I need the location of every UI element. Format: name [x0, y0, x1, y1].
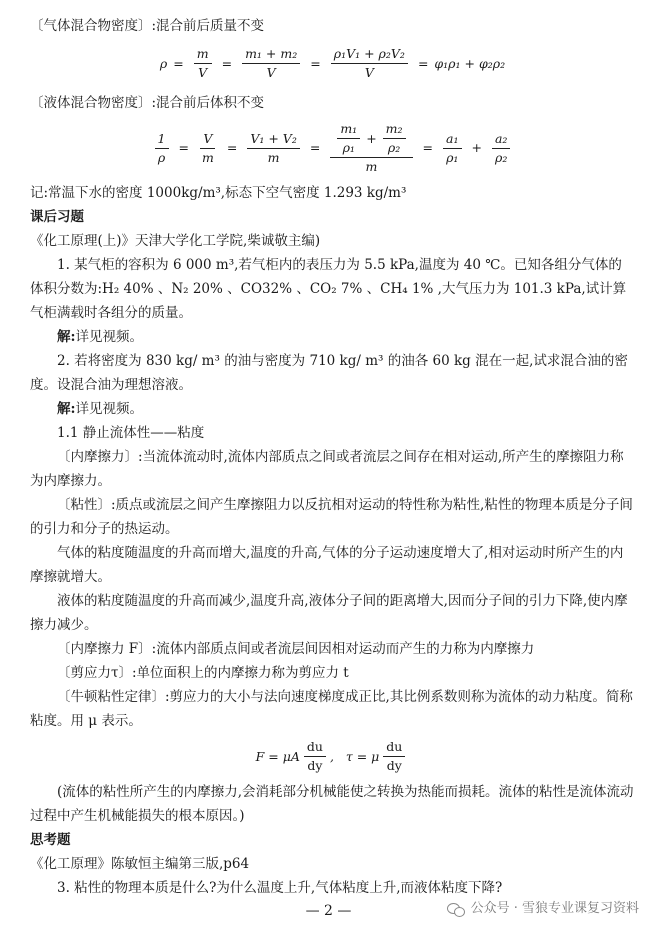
fraction-msum-over-v: [242, 46, 300, 81]
denominator: m: [365, 159, 378, 174]
energy-loss-paragraph: (流体的粘性所产生的内摩擦力,会消耗部分机械能使之转换为热能而损耗。流体的粘性是流体流动过程中产生机械能损失的根本原因。): [30, 784, 634, 824]
newton-law-definition: 〔牛顿粘性定律〕:剪应力的大小与法向速度梯度成正比,其比例系数则称为流体的动力粘度。简称粘度。用 μ 表示。: [30, 689, 633, 729]
section-heading-1-1: 1.1 静止流体性——粘度: [57, 425, 205, 441]
internal-friction-f-definition: 〔内摩擦力 F〕:流体内部质点间或者流层间因相对运动而产生的力称为内摩擦力: [57, 641, 535, 657]
fraction-du-dy-2: [383, 739, 405, 774]
numerator: ρ₁V₁ + ρ₂V₂: [331, 46, 408, 64]
fraction-vsum-over-m: [247, 131, 300, 166]
equals: =: [310, 55, 321, 71]
textbook-reference-1: 《化工原理(上)》天津大学化工学院,柴诚敬主编): [30, 233, 321, 249]
plus: +: [471, 140, 482, 155]
fraction-compound: [330, 121, 412, 175]
answer-1: [30, 325, 635, 349]
gas-viscosity-paragraph: 气体的粘度随温度的升高而增大,温度的升高,气体的分子运动速度增大了,相对运动时所产生的内摩擦就增大。: [30, 545, 624, 585]
fraction-m-over-v: [194, 46, 212, 81]
answer-label: 解:: [57, 329, 76, 345]
denominator: V: [266, 65, 276, 80]
fraction-one-over-rho: [155, 131, 169, 166]
answer-2: [30, 397, 635, 421]
fraction-a2-over-rho2: [492, 131, 510, 166]
fraction-m1-over-rho1: [337, 121, 360, 156]
compound-numerator: [330, 121, 412, 158]
denominator: dy: [307, 758, 323, 773]
liquid-mixture-label: 〔液体混合物密度〕:混合前后体积不变: [30, 95, 265, 111]
denominator: V: [198, 65, 208, 80]
watermark: [447, 897, 639, 921]
fraction-rvsum-over-v: [331, 46, 408, 81]
newton-law-formula: [30, 739, 635, 774]
denominator: ρ₂: [495, 149, 508, 165]
numerator: 1: [155, 131, 169, 149]
internal-friction-definition: 〔内摩擦力〕:当流体流动时,流体内部质点之间或者流层之间存在相对运动,所产生的摩擦阻力称为内摩擦力。: [30, 449, 624, 489]
numerator: du: [304, 739, 326, 757]
denominator: m: [267, 149, 280, 165]
fraction-m2-over-rho2: [383, 121, 406, 156]
numerator: a₂: [492, 131, 510, 149]
equals: =: [309, 140, 321, 155]
liquid-density-formula: [30, 121, 635, 175]
equals: =: [422, 140, 434, 155]
formula-mid: , τ = μ: [329, 748, 380, 764]
denominator: m: [201, 149, 214, 165]
textbook-reference-2: 《化工原理》陈敏恒主编第三版,p64: [30, 856, 250, 872]
numerator: m: [194, 46, 212, 64]
numerator: m₂: [383, 121, 406, 139]
viscosity-definition: 〔粘性〕:质点或流层之间产生摩擦阻力以反抗相对运动的特性称为粘性,粘性的物理本质是分子间的引力和分子的热运动。: [30, 497, 633, 537]
fraction-v-over-m: [199, 131, 217, 166]
gas-mixture-label: 〔气体混合物密度〕:混合前后质量不变: [30, 18, 265, 34]
numerator: m₁: [337, 121, 360, 139]
watermark-text: 公众号 · 雪狼专业课复习资料: [470, 901, 639, 916]
answer-text: 详见视频。: [75, 329, 143, 345]
numerator: a₁: [443, 131, 461, 149]
question-3: 3. 粘性的物理本质是什么?为什么温度上升,气体粘度上升,而液体粘度下降?: [57, 880, 503, 896]
question-2: 2. 若将密度为 830 kg/ m³ 的油与密度为 710 kg/ m³ 的油各 60 kg 混在一起,试求混合油的密度。设混合油为理想溶液。: [30, 353, 628, 393]
equals: =: [178, 140, 189, 155]
numerator: du: [383, 739, 405, 757]
answer-text: 详见视频。: [75, 401, 143, 417]
thinking-heading: 思考题: [30, 832, 71, 848]
equals: =: [173, 55, 184, 71]
denominator: V: [364, 65, 374, 80]
denominator: ρ₁: [446, 149, 459, 165]
denominator: dy: [386, 758, 402, 773]
shear-stress-definition: 〔剪应力τ〕:单位面积上的内摩擦力称为剪应力 t: [57, 665, 349, 681]
equals: =: [417, 55, 429, 71]
liquid-viscosity-paragraph: 液体的粘度随温度的升高而减少,温度升高,液体分子间的距离增大,因而分子间的引力下降,使内摩擦力减少。: [30, 593, 628, 633]
denominator: ρ₁: [342, 140, 355, 155]
equals: =: [226, 140, 238, 155]
exercises-heading: 课后习题: [30, 209, 84, 225]
phi-sum: φ₁ρ₁ + φ₂ρ₂: [434, 55, 506, 71]
formula-lhs: F = μA: [255, 748, 300, 764]
wechat-icon: [447, 902, 465, 916]
fraction-du-dy: [304, 739, 326, 774]
density-note: 记:常温下水的密度 1000kg/m³,标态下空气密度 1.293 kg/m³: [30, 185, 407, 201]
fraction-a1-over-rho1: [443, 131, 461, 166]
answer-label: 解:: [57, 401, 76, 417]
page-number: — 2 —: [305, 903, 352, 919]
denominator: ρ: [157, 149, 166, 165]
equals: =: [221, 55, 233, 71]
numerator: V: [200, 131, 215, 149]
question-1: 1. 某气柜的容积为 6 000 m³,若气柜内的表压力为 5.5 kPa,温度为 40 ℃。已知各组分气体的体积分数为:H₂ 40% 、N₂ 20% 、CO32% 、CO₂ 7% 、CH₄ 1% ,大气压力为 101.3 kPa,试计算气柜满载时各组分的质量。: [30, 257, 627, 321]
gas-density-formula: [30, 46, 635, 81]
numerator: V₁ + V₂: [247, 131, 300, 149]
numerator: m₁ + m₂: [242, 46, 300, 64]
plus: +: [366, 130, 377, 146]
rho-symbol: ρ: [159, 55, 168, 71]
denominator: ρ₂: [387, 140, 401, 155]
